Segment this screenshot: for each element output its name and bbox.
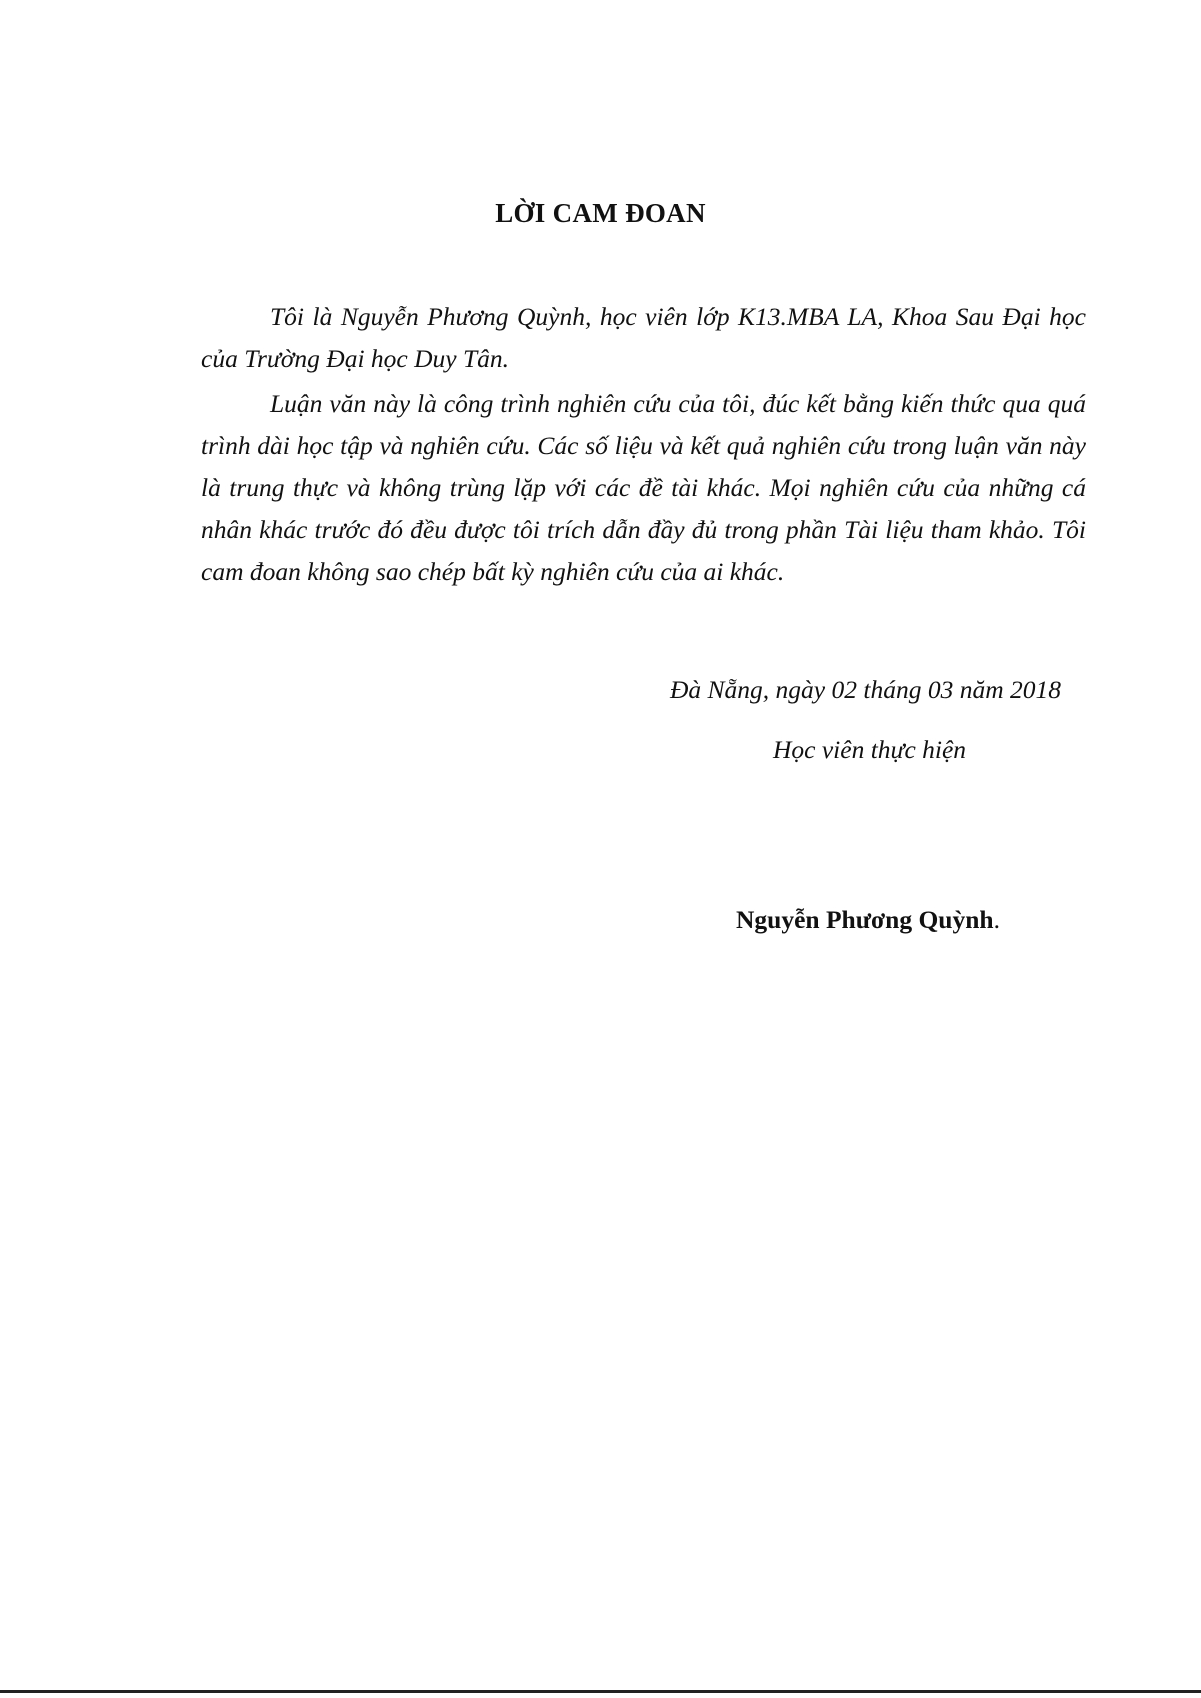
- signer-block: [736, 905, 1000, 935]
- paragraph-declaration: Luận văn này là công trình nghiên cứu của tôi, đúc kết bằng kiến thức qua quá trình dài học tập và nghiên cứu. Các số liệu và kết quả nghiên cứu trong luận văn này là trung thực và không trùng lặp với các đề tài khác. Mọi nghiên cứu của những cá nhân khác trước đó đều được tôi trích dẫn đầy đủ trong phần Tài liệu tham khảo. Tôi cam đoan không sao chép bất kỳ nghiên cứu của ai khác.: [201, 389, 1086, 586]
- signer-name: Nguyễn Phương Quỳnh: [736, 905, 994, 934]
- declaration-body: [201, 296, 1086, 593]
- signer-name-period: .: [993, 905, 1000, 934]
- bottom-divider: [0, 1690, 1201, 1693]
- page-title: LỜI CAM ĐOAN: [495, 198, 706, 228]
- signer-role: Học viên thực hiện: [773, 735, 967, 764]
- paragraph-intro: Tôi là Nguyễn Phương Quỳnh, học viên lớp K13.MBA LA, Khoa Sau Đại học của Trường Đại học Duy Tân.: [201, 302, 1086, 373]
- place-and-date: Đà Nẵng, ngày 02 tháng 03 năm 2018: [670, 675, 1061, 704]
